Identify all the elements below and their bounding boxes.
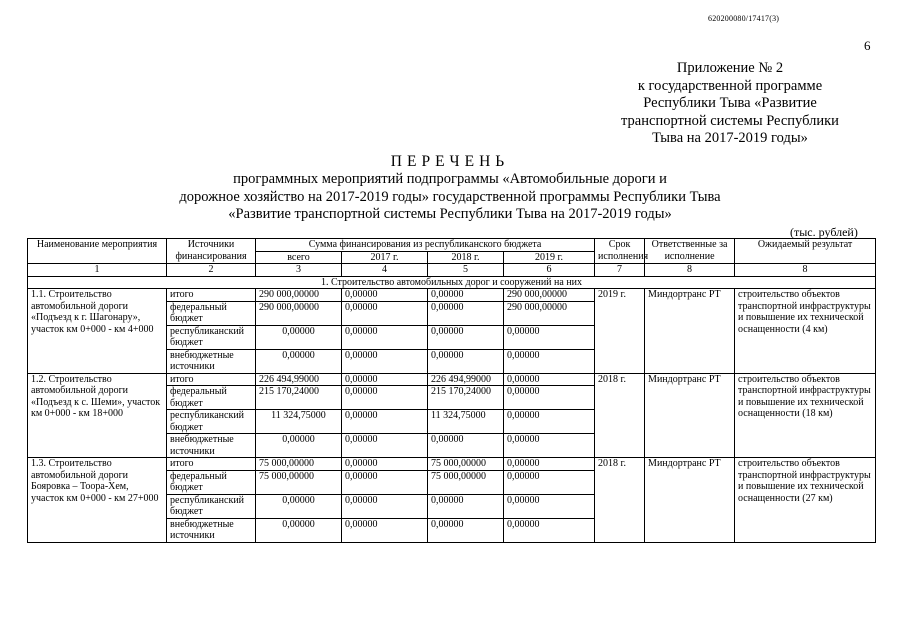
amount-2018: 0,00000 bbox=[428, 494, 504, 518]
amount-2019: 0,00000 bbox=[504, 386, 595, 410]
amount-2018: 11 324,75000 bbox=[428, 410, 504, 434]
amount-total: 0,00000 bbox=[256, 349, 342, 373]
document-title-block bbox=[140, 153, 760, 224]
amount-2019: 290 000,00000 bbox=[504, 301, 595, 325]
header-2018: 2018 г. bbox=[428, 251, 504, 264]
units-label: (тыс. рублей) bbox=[790, 225, 858, 239]
amount-2017: 0,00000 bbox=[342, 373, 428, 386]
amount-2018: 0,00000 bbox=[428, 325, 504, 349]
subtitle-line: «Развитие транспортной системы Республики Тыва на 2017-2019 годы» bbox=[228, 206, 672, 222]
funding-source: внебюджетные источники bbox=[167, 349, 256, 373]
appendix-line: Тыва на 2017-2019 годы» bbox=[652, 130, 808, 146]
amount-total: 290 000,00000 bbox=[256, 301, 342, 325]
amount-2019: 0,00000 bbox=[504, 434, 595, 458]
amount-2017: 0,00000 bbox=[342, 494, 428, 518]
column-number: 1 bbox=[28, 264, 167, 277]
amount-2018: 0,00000 bbox=[428, 289, 504, 302]
amount-2019: 0,00000 bbox=[504, 494, 595, 518]
subtitle-line: дорожное хозяйство на 2017-2019 годы» государственной программы Республики Тыва bbox=[179, 188, 721, 205]
section-title: 1. Строительство автомобильных дорог и сооружений на них bbox=[28, 276, 876, 289]
column-number: 8 bbox=[735, 264, 876, 277]
header-name: Наименование мероприятия bbox=[28, 239, 167, 264]
amount-2017: 0,00000 bbox=[342, 410, 428, 434]
amount-total: 75 000,00000 bbox=[256, 458, 342, 471]
responsible: Миндортранс РТ bbox=[645, 373, 735, 458]
expected-result: строительство объектов транспортной инфраструктуры и повышение их технической оснащенности (27 км) bbox=[735, 458, 876, 543]
amount-total: 0,00000 bbox=[256, 518, 342, 542]
amount-2018: 0,00000 bbox=[428, 349, 504, 373]
amount-total: 11 324,75000 bbox=[256, 410, 342, 434]
term: 2018 г. bbox=[595, 373, 645, 458]
table-row bbox=[28, 373, 876, 386]
amount-total: 75 000,00000 bbox=[256, 470, 342, 494]
amount-2018: 75 000,00000 bbox=[428, 458, 504, 471]
funding-source: итого bbox=[167, 373, 256, 386]
expected-result: строительство объектов транспортной инфраструктуры и повышение их технической оснащенности (4 км) bbox=[735, 289, 876, 374]
appendix-line: к государственной программе bbox=[637, 77, 823, 94]
amount-2018: 215 170,24000 bbox=[428, 386, 504, 410]
amount-2017: 0,00000 bbox=[342, 434, 428, 458]
amount-2017: 0,00000 bbox=[342, 289, 428, 302]
subtitle-line: программных мероприятий подпрограммы «Автомобильные дороги и bbox=[233, 171, 667, 187]
appendix-line: транспортной системы Республики bbox=[621, 112, 839, 129]
amount-total: 0,00000 bbox=[256, 325, 342, 349]
column-number: 5 bbox=[428, 264, 504, 277]
column-number: 3 bbox=[256, 264, 342, 277]
amount-2019: 0,00000 bbox=[504, 349, 595, 373]
column-number: 8 bbox=[645, 264, 735, 277]
funding-source: республиканский бюджет bbox=[167, 410, 256, 434]
column-number-row bbox=[28, 264, 876, 277]
expected-result: строительство объектов транспортной инфраструктуры и повышение их технической оснащенности (18 км) bbox=[735, 373, 876, 458]
table-row bbox=[28, 289, 876, 302]
amount-2017: 0,00000 bbox=[342, 325, 428, 349]
funding-source: итого bbox=[167, 289, 256, 302]
amount-2018: 0,00000 bbox=[428, 518, 504, 542]
funding-source: республиканский бюджет bbox=[167, 325, 256, 349]
column-number: 2 bbox=[167, 264, 256, 277]
amount-total: 0,00000 bbox=[256, 494, 342, 518]
funding-source: внебюджетные источники bbox=[167, 518, 256, 542]
activity-name: 1.1. Строительство автомобильной дороги «Подъезд к г. Шагонару», участок км 0+000 - км 4+000 bbox=[28, 289, 167, 374]
responsible: Миндортранс РТ bbox=[645, 289, 735, 374]
amount-2019: 0,00000 bbox=[504, 325, 595, 349]
funding-source: федеральный бюджет bbox=[167, 386, 256, 410]
appendix-line: Приложение № 2 bbox=[676, 60, 784, 76]
activity-name: 1.2. Строительство автомобильной дороги «Подъезд к с. Шеми», участок км 0+000 - км 18+000 bbox=[28, 373, 167, 458]
activities-table bbox=[27, 238, 876, 543]
header-responsible: Ответственные за исполнение bbox=[645, 239, 735, 264]
activity-name: 1.3. Строительство автомобильной дороги Бояровка – Тоора-Хем, участок км 0+000 - км 27+000 bbox=[28, 458, 167, 543]
amount-2019: 0,00000 bbox=[504, 518, 595, 542]
funding-source: федеральный бюджет bbox=[167, 470, 256, 494]
funding-source: республиканский бюджет bbox=[167, 494, 256, 518]
header-total: всего bbox=[256, 251, 342, 264]
amount-2018: 0,00000 bbox=[428, 301, 504, 325]
document-title: ПЕРЕЧЕНЬ bbox=[390, 153, 510, 170]
term: 2019 г. bbox=[595, 289, 645, 374]
amount-2017: 0,00000 bbox=[342, 386, 428, 410]
table-row bbox=[28, 458, 876, 471]
amount-2017: 0,00000 bbox=[342, 518, 428, 542]
amount-2017: 0,00000 bbox=[342, 349, 428, 373]
header-funding: Сумма финансирования из республиканского бюджета bbox=[256, 239, 595, 252]
header-source: Источники финансирования bbox=[167, 239, 256, 264]
amount-total: 226 494,99000 bbox=[256, 373, 342, 386]
header-term: Срок исполнения bbox=[595, 239, 645, 264]
amount-2017: 0,00000 bbox=[342, 470, 428, 494]
amount-2019: 0,00000 bbox=[504, 410, 595, 434]
header-result: Ожидаемый результат bbox=[735, 239, 876, 264]
appendix-header bbox=[600, 60, 860, 148]
funding-source: внебюджетные источники bbox=[167, 434, 256, 458]
amount-total: 215 170,24000 bbox=[256, 386, 342, 410]
appendix-line: Республики Тыва «Развитие bbox=[643, 95, 817, 111]
amount-2018: 75 000,00000 bbox=[428, 470, 504, 494]
header-2017: 2017 г. bbox=[342, 251, 428, 264]
amount-2019: 0,00000 bbox=[504, 458, 595, 471]
amount-2017: 0,00000 bbox=[342, 458, 428, 471]
page-number: 6 bbox=[864, 38, 871, 53]
column-number: 4 bbox=[342, 264, 428, 277]
section-row bbox=[28, 276, 876, 289]
amount-total: 290 000,00000 bbox=[256, 289, 342, 302]
amount-2017: 0,00000 bbox=[342, 301, 428, 325]
amount-2018: 226 494,99000 bbox=[428, 373, 504, 386]
responsible: Миндортранс РТ bbox=[645, 458, 735, 543]
funding-source: итого bbox=[167, 458, 256, 471]
header-2019: 2019 г. bbox=[504, 251, 595, 264]
document-id: 620200080/17417(3) bbox=[708, 14, 780, 23]
amount-2019: 0,00000 bbox=[504, 470, 595, 494]
funding-source: федеральный бюджет bbox=[167, 301, 256, 325]
amount-2018: 0,00000 bbox=[428, 434, 504, 458]
amount-total: 0,00000 bbox=[256, 434, 342, 458]
table-header-row bbox=[28, 239, 876, 252]
amount-2019: 0,00000 bbox=[504, 373, 595, 386]
term: 2018 г. bbox=[595, 458, 645, 543]
amount-2019: 290 000,00000 bbox=[504, 289, 595, 302]
column-number: 7 bbox=[595, 264, 645, 277]
column-number: 6 bbox=[504, 264, 595, 277]
